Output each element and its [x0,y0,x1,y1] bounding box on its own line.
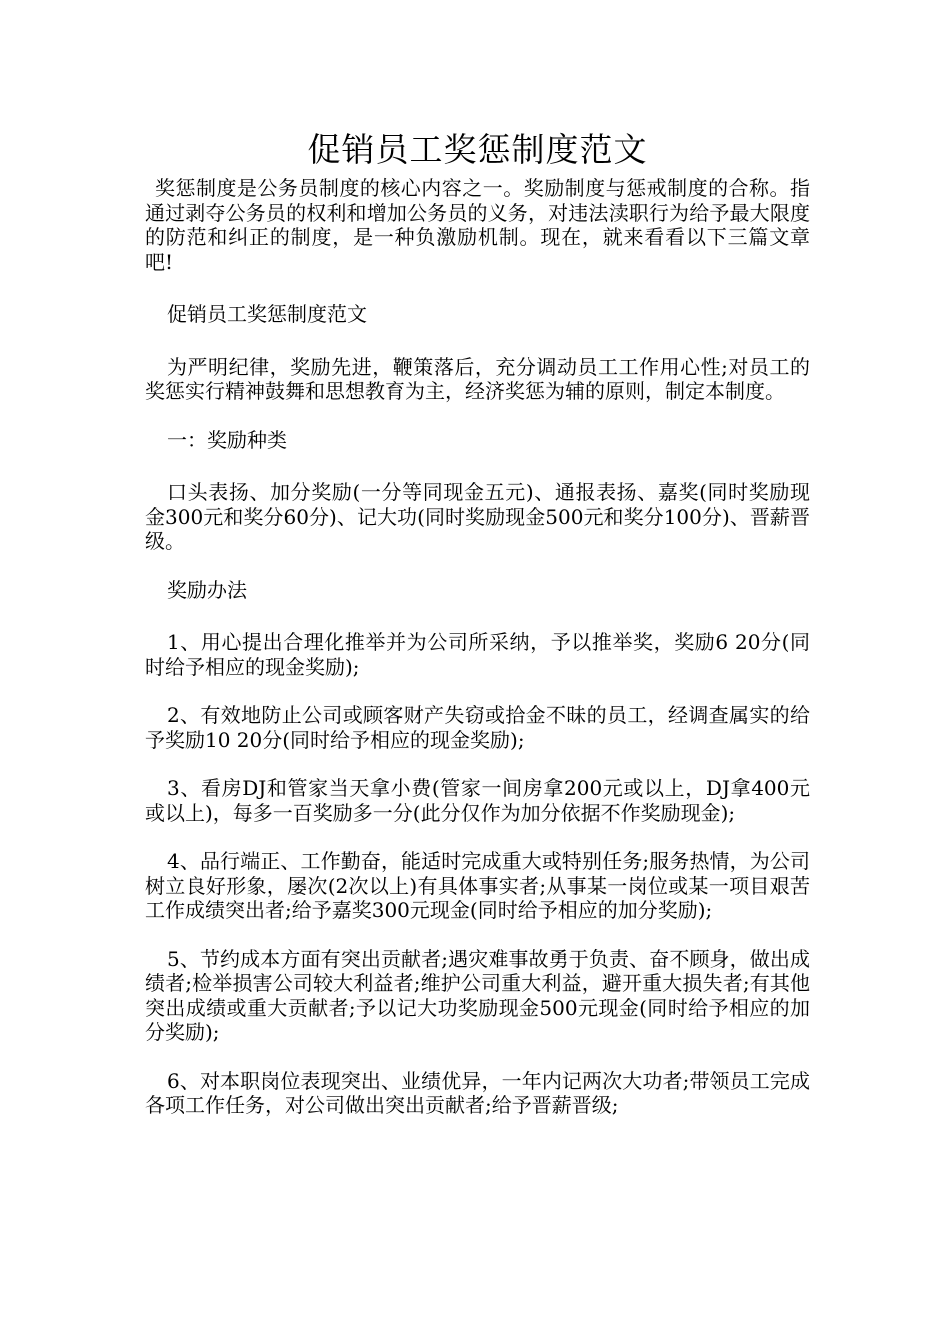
section-heading-reward-methods: 奖励办法 [167,577,247,602]
list-item-6: 6、对本职岗位表现突出、业绩优异，一年内记两次大功者;带领员工完成各项工作任务，对公司做出突出贡献者;给予晋薪晋级; [145,1068,810,1117]
section-heading-reward-types: 一：奖励种类 [167,427,287,452]
document-title: 促销员工奖惩制度范文 [307,130,648,169]
list-item-5: 5、节约成本方面有突出贡献者;遇灾难事故勇于负责、奋不顾身，做出成绩者;检举损害公司较大利益者;维护公司重大利益，避开重大损失者;有其他突出成绩或重大贡献者;予以记大功奖励现金500元现金(同时给予相应的加分奖励); [145,946,810,1044]
subtitle: 促销员工奖惩制度范文 [167,302,367,326]
paragraph-principle: 为严明纪律，奖励先进，鞭策落后，充分调动员工工作用心性;对员工的奖惩实行精神鼓舞和思想教育为主，经济奖惩为辅的原则，制定本制度。 [145,354,810,403]
list-item-3: 3、看房DJ和管家当天拿小费(管家一间房拿200元或以上，DJ拿400元或以上)，每多一百奖励多一分(此分仅作为加分依据不作奖励现金); [145,776,810,825]
list-item-4: 4、品行端正、工作勤奋，能适时完成重大或特别任务;服务热情，为公司树立良好形象，屡次(2次以上)有具体事实者;从事某一岗位或某一项目艰苦工作成绩突出者;给予嘉奖300元现金(同时给予相应的加分奖励); [145,849,810,922]
list-item-2: 2、有效地防止公司或顾客财产失窃或拾金不昧的员工，经调查属实的给予奖励10 20分(同时给予相应的现金奖励); [145,703,810,752]
intro-paragraph: 奖惩制度是公务员制度的核心内容之一。奖励制度与惩戒制度的合称。指通过剥夺公务员的权利和增加公务员的义务，对违法渎职行为给予最大限度的防范和纠正的制度，是一种负激励机制。现在，就来看看以下三篇文章吧! [145,176,810,274]
document-page [145,130,810,1142]
paragraph-reward-types: 口头表扬、加分奖励(一分等同现金五元)、通报表扬、嘉奖(同时奖励现金300元和奖分60分)、记大功(同时奖励现金500元和奖分100分)、晋薪晋级。 [145,480,810,553]
list-item-1: 1、用心提出合理化推举并为公司所采纳，予以推举奖，奖励6 20分(同时给予相应的现金奖励); [145,630,810,679]
